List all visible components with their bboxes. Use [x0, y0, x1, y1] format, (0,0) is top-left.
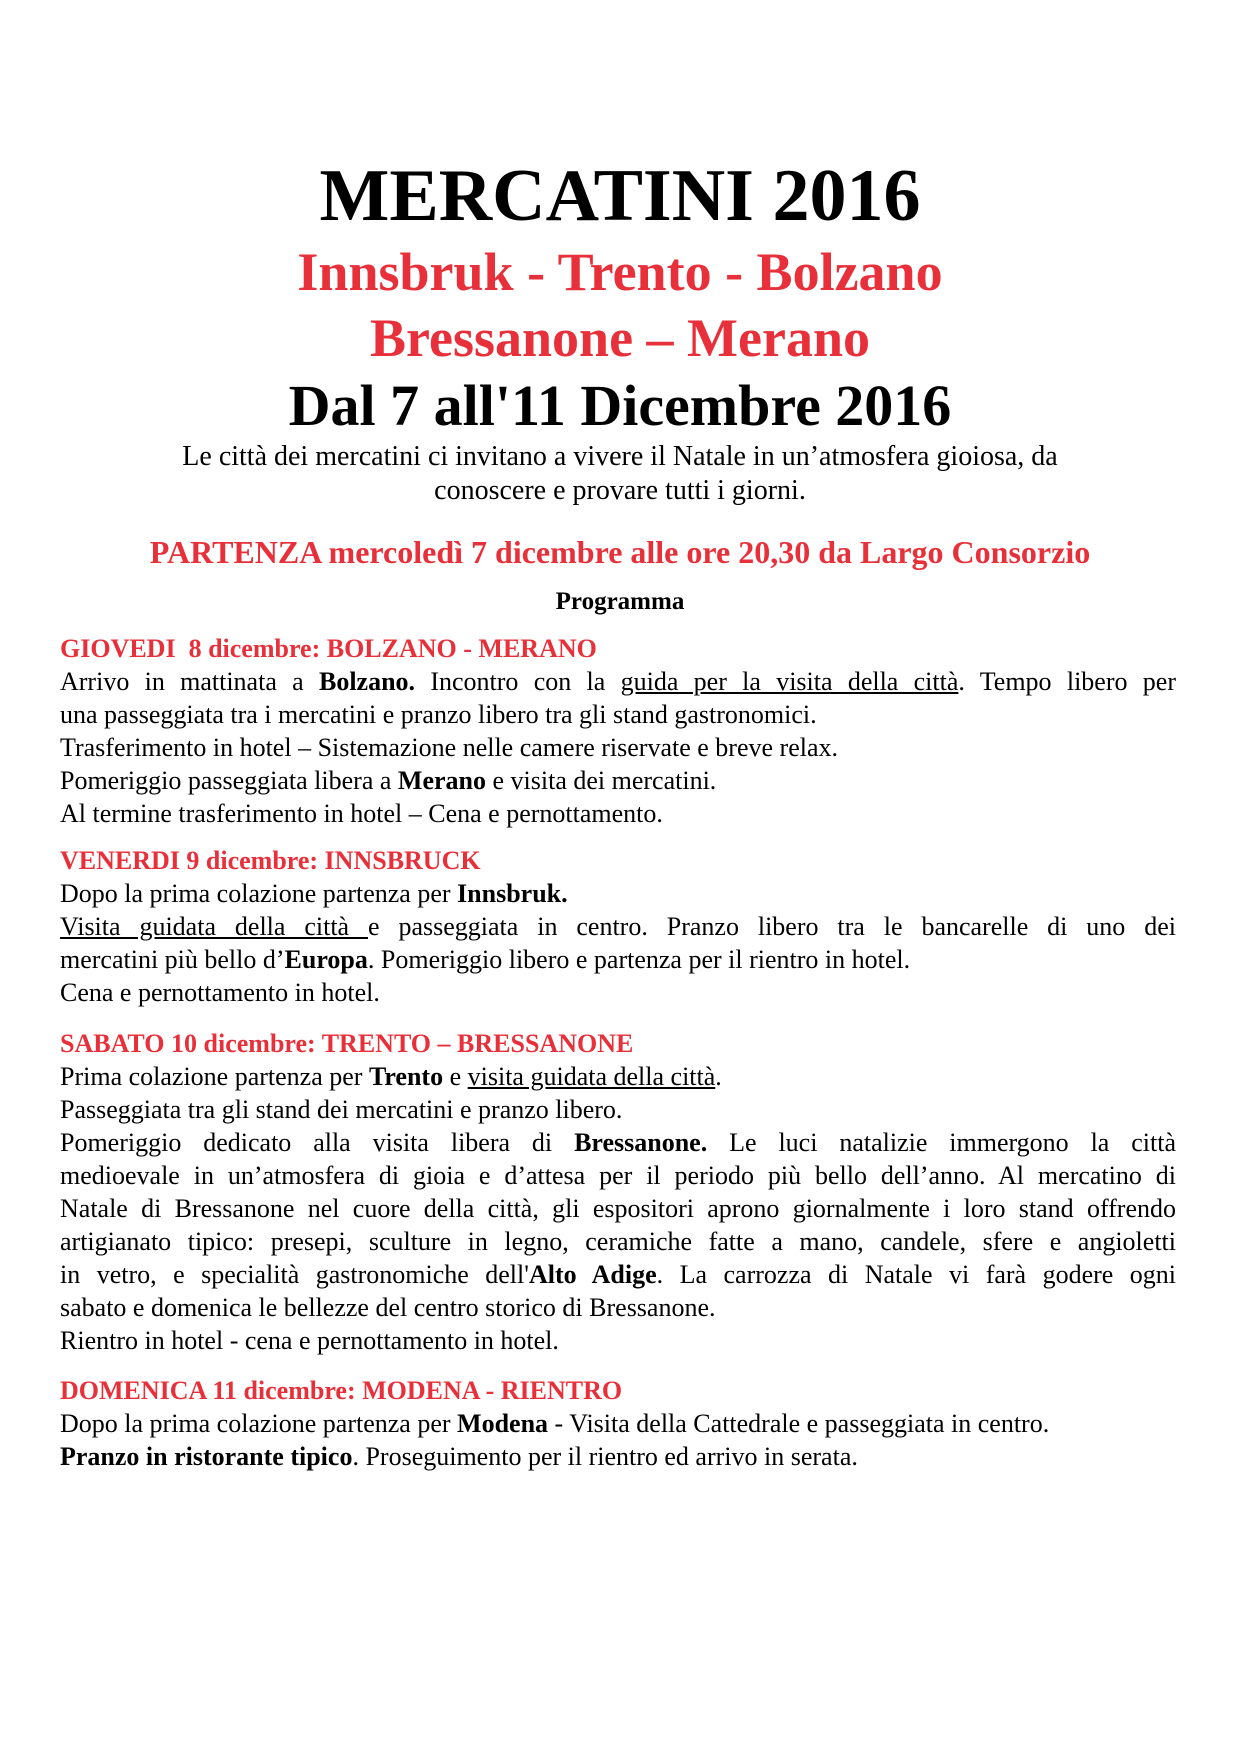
intro-paragraph: [0, 440, 1240, 508]
day-2-section: [60, 844, 1176, 1009]
day-1-line-4: Pomeriggio passeggiata libera a Merano e visita dei mercatini.: [60, 766, 717, 795]
day-3-line-1: Prima colazione partenza per Trento e visita guidata della città.: [60, 1062, 722, 1091]
cities-line-2: Bressanone – Merano: [370, 308, 870, 368]
day-2-line-3: mercatini più bello d’Europa. Pomeriggio libero e partenza per il rientro in hotel.: [60, 945, 911, 974]
day-3-line-9: Rientro in hotel - cena e pernottamento in hotel.: [60, 1326, 559, 1355]
day-1-line-1: Arrivo in mattinata a Bolzano. Incontro con la guida per la visita della città. Tempo libero per: [60, 667, 1176, 696]
day-2-line-1: Dopo la prima colazione partenza per Innsbruk.: [60, 879, 568, 908]
day-4-section: [60, 1374, 1176, 1473]
day-3-line-8: sabato e domenica le bellezze del centro storico di Bressanone.: [60, 1293, 716, 1322]
day-2-heading: VENERDI 9 dicembre: INNSBRUCK: [60, 846, 481, 875]
day-4-line-2: Pranzo in ristorante tipico. Proseguimento per il rientro ed arrivo in serata.: [60, 1442, 858, 1471]
day-3-line-6: artigianato tipico: presepi, sculture in legno, ceramiche fatte a mano, candele, sfere e angioletti: [60, 1227, 1176, 1256]
day-3-line-7: in vetro, e specialità gastronomiche dell'Alto Adige. La carrozza di Natale vi farà godere ogni: [60, 1260, 1176, 1289]
departure-info: PARTENZA mercoledì 7 dicembre alle ore 20,30 da Largo Consorzio: [149, 534, 1091, 570]
day-1-heading: GIOVEDI 8 dicembre: BOLZANO - MERANO: [60, 634, 597, 663]
intro-line-1: Le città dei mercatini ci invitano a vivere il Natale in un’atmosfera gioiosa, da: [182, 441, 1058, 472]
day-1-line-3: Trasferimento in hotel – Sistemazione nelle camere riservate e breve relax.: [60, 733, 839, 762]
day-3-line-2: Passeggiata tra gli stand dei mercatini e pranzo libero.: [60, 1095, 623, 1124]
page-title: MERCATINI 2016: [319, 155, 921, 237]
day-3-line-4: medioevale in un’atmosfera di gioia e d’attesa per il periodo più bello dell’anno. Al mercatino di: [60, 1161, 1176, 1190]
day-4-line-1: Dopo la prima colazione partenza per Modena - Visita della Cattedrale e passeggiata in centro.: [60, 1409, 1050, 1438]
day-3-section: [60, 1027, 1176, 1357]
day-1-section: [60, 632, 1176, 830]
day-1-line-2: una passeggiata tra i mercatini e pranzo libero tra gli stand gastronomici.: [60, 700, 817, 729]
day-3-line-3: Pomeriggio dedicato alla visita libera di Bressanone. Le luci natalizie immergono la città: [60, 1128, 1176, 1157]
day-2-line-4: Cena e pernottamento in hotel.: [60, 978, 380, 1007]
day-1-line-5: Al termine trasferimento in hotel – Cena e pernottamento.: [60, 799, 663, 828]
day-4-heading: DOMENICA 11 dicembre: MODENA - RIENTRO: [60, 1376, 623, 1405]
guided-tour-link-text: guida per la visita della città: [620, 667, 959, 696]
day-3-line-5: Natale di Bressanone nel cuore della città, gli espositori aprono giornalmente i loro stand offrendo: [60, 1194, 1176, 1223]
cities-line-1: Innsbruk - Trento - Bolzano: [297, 242, 943, 302]
programma-heading: Programma: [555, 588, 685, 615]
day-2-line-2: Visita guidata della città e passeggiata in centro. Pranzo libero tra le bancarelle di uno dei: [60, 912, 1176, 941]
dates-heading: Dal 7 all'11 Dicembre 2016: [288, 373, 952, 438]
day-3-heading: SABATO 10 dicembre: TRENTO – BRESSANONE: [60, 1029, 634, 1058]
intro-line-2: conoscere e provare tutti i giorni.: [434, 475, 806, 506]
